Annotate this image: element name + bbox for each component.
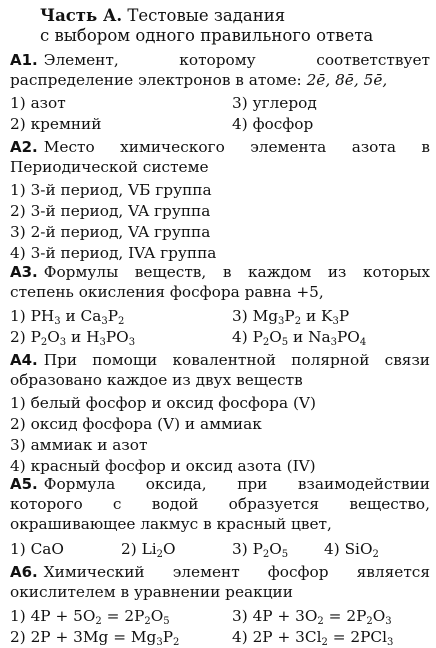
- question-text: При помощи ковалентной полярной связи образовано каждое из двух веществ: [10, 351, 430, 389]
- answer-option-4[interactable]: 4) SiO$_2$: [324, 540, 379, 560]
- electron-distribution: 2ē, 8ē, 5ē,: [306, 71, 388, 89]
- section-header: [40, 6, 430, 46]
- answer-option-3[interactable]: 3) аммиак и азот: [10, 436, 148, 454]
- answer-option-4[interactable]: 4) 3-й период, IVA группа: [10, 244, 217, 262]
- answer-option-4[interactable]: 4) $P_2O_5$ и $Na_3PO_4$: [232, 328, 367, 348]
- answer-option-1[interactable]: 1) белый фосфор и оксид фосфора (V): [10, 394, 316, 412]
- question-text: Формула оксида, при взаимодействии которого с водой образуется вещество, окрашивающее лакмус в красный цвет,: [10, 475, 430, 533]
- question-text: Формулы веществ, в каждом из которых степень окисления фосфора равна +5,: [10, 263, 430, 301]
- answer-option-1[interactable]: 1) $4P + 5O_2 = 2P_2O_5$: [10, 607, 170, 627]
- answer-option-2[interactable]: 2) 3-й период, VA группа: [10, 202, 211, 220]
- answer-option-2[interactable]: 2) $P_2O_3$ и $H_3PO_3$: [10, 328, 136, 348]
- question-number: А5.: [10, 475, 38, 493]
- answer-option-1[interactable]: 1) $PH_3$ и $Ca_3P_2$: [10, 307, 125, 327]
- question-a3: [10, 262, 430, 349]
- answer-option-2[interactable]: 2) $Li_2O$: [121, 540, 176, 560]
- part-label: Часть А.: [40, 6, 123, 25]
- answer-option-2[interactable]: 2) $2P + 3Mg = Mg_3P_2$: [10, 628, 180, 648]
- question-a1: [10, 50, 430, 135]
- question-number: А1.: [10, 51, 38, 69]
- question-number: А3.: [10, 263, 38, 281]
- answer-option-4[interactable]: 4) $2P + 3Cl_2 = 2PCl_3$: [232, 628, 394, 648]
- answer-option-2[interactable]: 2) оксид фосфора (V) и аммиак: [10, 415, 262, 433]
- answer-option-1[interactable]: 1) 3-й период, VБ группа: [10, 181, 212, 199]
- question-text: Место химического элемента азота в Периодической системе: [10, 138, 430, 176]
- answer-option-4[interactable]: 4) красный фосфор и оксид азота (IV): [10, 457, 316, 475]
- question-a5: [10, 474, 430, 560]
- question-a4: [10, 350, 430, 477]
- answer-option-2[interactable]: 2) кремний: [10, 115, 102, 133]
- question-number: А2.: [10, 138, 38, 156]
- answer-option-3[interactable]: 3) углерод: [232, 94, 317, 112]
- question-a6: [10, 562, 430, 648]
- question-a2: [10, 137, 430, 264]
- question-text: Элемент, которому соответствует распределение электронов в атоме:: [10, 51, 430, 89]
- answer-option-3[interactable]: 3) $Mg_3P_2$ и $K_3P$: [232, 307, 350, 327]
- answer-option-3[interactable]: 3) $P_2O_5$: [232, 540, 289, 560]
- section-title-line1: Тестовые задания: [127, 6, 286, 25]
- answer-option-1[interactable]: 1) CaO: [10, 540, 64, 558]
- question-text: Химический элемент фосфор является окислителем в уравнении реакции: [10, 563, 430, 601]
- section-title-line2: с выбором одного правильного ответа: [40, 26, 374, 45]
- question-number: А6.: [10, 563, 38, 581]
- answer-option-3[interactable]: 3) 2-й период, VA группа: [10, 223, 211, 241]
- answer-option-4[interactable]: 4) фосфор: [232, 115, 314, 133]
- question-number: А4.: [10, 351, 38, 369]
- answer-option-1[interactable]: 1) азот: [10, 94, 66, 112]
- answer-option-3[interactable]: 3) $4P + 3O_2 = 2P_2O_3$: [232, 607, 392, 627]
